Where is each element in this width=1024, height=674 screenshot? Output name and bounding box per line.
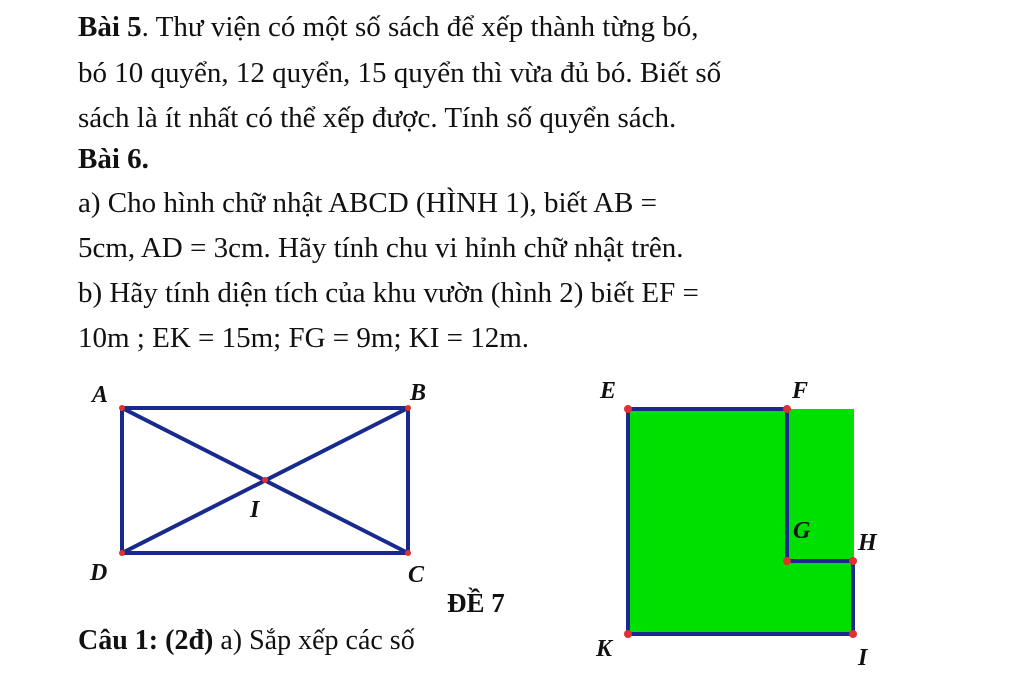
bai6-b-line-2: 10m ; EK = 15m; FG = 9m; KI = 12m. [78,322,530,354]
point-a [119,405,125,411]
bai5-line-3: sách là ít nhất có thể xếp được. Tính số quyển sách. [78,102,677,134]
garden-green-area [628,409,854,634]
bai6-title: Bài 6. [78,143,149,175]
bai6-a-line-1: a) Cho hình chữ nhật ABCD (HÌNH 1), biết AB = [78,187,657,219]
bai5-text-1: . Thư viện có một số sách để xếp thành từng bó, [141,11,699,43]
cau1-text: a) Sắp xếp các số [213,625,415,656]
point-f [783,405,791,413]
cau1-line [78,624,415,658]
bai5-line-2: bó 10 quyển, 12 quyển, 15 quyển thì vừa đủ bó. Biết số [78,57,722,89]
label-k: K [596,636,613,662]
point-h [849,557,857,565]
bai6-b-line-1: b) Hãy tính diện tích của khu vườn (hình 2) biết EF = [78,277,699,309]
label-i-garden: I [858,645,868,671]
point-c [405,550,411,556]
label-h: H [858,530,877,556]
point-e [624,405,632,413]
cau1-label: Câu 1: (2đ) [78,625,214,656]
label-f: F [792,378,809,404]
label-a: A [92,382,109,408]
label-c: C [408,562,425,588]
label-e: E [600,378,617,404]
point-i2 [849,630,857,638]
label-b: B [410,380,427,406]
point-k [624,630,632,638]
point-g [783,557,791,565]
point-i [262,477,268,483]
label-d: D [90,560,108,586]
de-heading: ĐỀ 7 [447,588,505,618]
label-i: I [250,497,260,523]
point-d [119,550,125,556]
bai5-title: Bài 5 [78,11,142,43]
label-g: G [793,518,811,544]
bai6-a-line-2: 5cm, AD = 3cm. Hãy tính chu vi hỉnh chữ nhật trên. [78,232,684,264]
